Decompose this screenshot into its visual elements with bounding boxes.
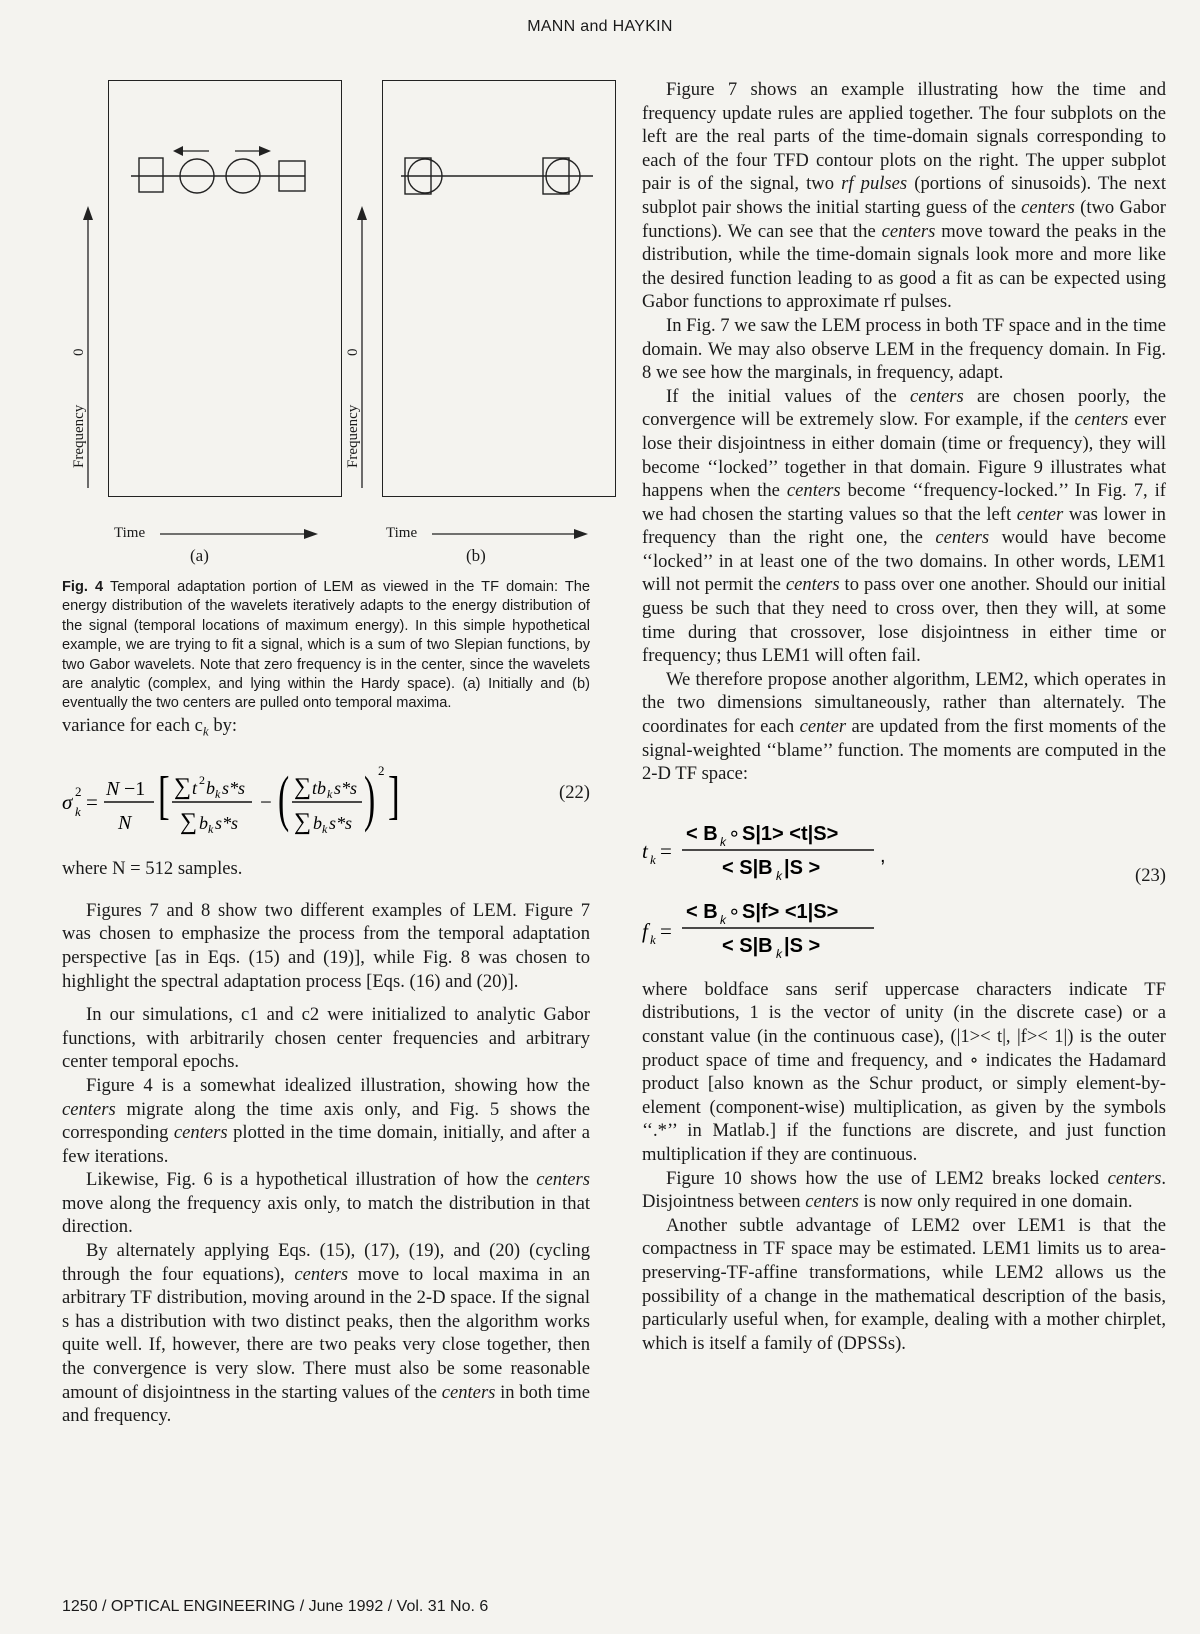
svg-text:,: ,	[880, 844, 886, 867]
figure-4b-label: (b)	[466, 546, 486, 565]
equation-22-formula	[62, 751, 502, 847]
text-span: become ‘‘frequency-locked.’’ In Fig. 7, if we had chosen the starting values so that the left	[642, 480, 1166, 525]
svg-text:b: b	[313, 813, 322, 834]
svg-text:N: N	[106, 778, 120, 801]
svg-text:|S >: |S >	[784, 856, 821, 879]
svg-text:k: k	[322, 822, 328, 837]
text-italic: center	[799, 716, 847, 738]
figure-4-caption-label: Fig. 4	[62, 579, 104, 595]
svg-text:s: s	[329, 813, 337, 834]
text-italic: centers	[173, 1122, 228, 1144]
text-italic: centers	[910, 385, 964, 407]
signal-slepian-left-shape	[139, 158, 163, 192]
svg-text:t: t	[192, 778, 198, 799]
svg-text:s: s	[334, 778, 342, 799]
svg-text:*: *	[223, 813, 232, 834]
svg-text:σ: σ	[62, 790, 73, 815]
svg-text:|S >: |S >	[784, 934, 821, 957]
svg-text:∘: ∘	[728, 822, 741, 845]
figure-4-caption	[62, 578, 590, 714]
text-span: Figure 4 is a somewhat idealized illustration, showing how the	[86, 1074, 590, 1096]
figure-4b-y-zero: 0	[345, 348, 361, 356]
text-span: move along the frequency axis only, to match the distribution in that direction.	[62, 1192, 590, 1238]
figure-4b-panel	[382, 80, 616, 497]
text-span: to pass over one another. Should our initial guess be such that they need to cross over, then they will, at some time during that crossover, lose disjointness in either time or frequency; thus LEM1 will often fail.	[642, 574, 1167, 667]
paragraph-figure-7	[642, 78, 1166, 314]
text-italic: centers	[1074, 409, 1129, 431]
running-head: MANN and HAYKIN	[527, 18, 673, 35]
svg-text:=: =	[660, 838, 672, 863]
svg-text:): )	[364, 763, 376, 833]
svg-text:∑: ∑	[294, 774, 312, 801]
text-span: are updated from the first moments of the signal-weighted ‘‘blame’’ function. The moments are computed in the 2-D TF space:	[642, 716, 1166, 785]
paragraph-alternating	[62, 1239, 590, 1428]
text-italic: centers	[805, 1191, 859, 1213]
text-span: move to local maxima in an arbitrary TF distribution, moving around in the 2-D space. If the signal s has a distribution with two distinct peaks, then the algorithm works quite well. If, however, there are two peaks very close together, then the convergence is very slow. There must also be some reasonable amount of disjointness in the starting values of the	[62, 1263, 590, 1403]
svg-text:< B: < B	[686, 900, 718, 923]
svg-text:k: k	[327, 787, 333, 802]
equation-23-number: (23)	[1135, 864, 1166, 886]
text-span: is now only required in one domain.	[858, 1191, 1133, 1213]
text-italic: centers	[441, 1381, 496, 1403]
equation-23-formula	[642, 800, 1112, 968]
svg-text:t: t	[642, 838, 648, 863]
svg-text:∑: ∑	[174, 774, 192, 801]
svg-text:=: =	[86, 790, 98, 815]
svg-text:s: s	[238, 778, 246, 799]
svg-text:S|1> <t|S>: S|1> <t|S>	[742, 822, 839, 845]
text-italic: centers	[62, 1098, 116, 1120]
figure-4a-drawing	[109, 81, 341, 496]
figure-4b-x-axis-arrow	[428, 524, 598, 544]
svg-text:b: b	[199, 813, 208, 834]
text-span: Figure 10 shows how the use of LEM2 breaks locked	[666, 1167, 1108, 1189]
svg-text:=: =	[660, 918, 672, 943]
paragraph-figure-4	[62, 1074, 590, 1168]
svg-text:k: k	[215, 787, 221, 802]
svg-text:k: k	[650, 851, 656, 867]
text-span: would have become ‘‘locked’’ in at least one of the two domains. In other words, LEM1 will not permit the	[642, 527, 1166, 596]
text-span: Figure 7 shows an example illustrating how the time and frequency update rules are applied together. The four subplots on the left are the real parts of the time-domain signals corresponding to each of the four TFD contour plots on the right. The upper subplot pair is of the signal, two	[642, 79, 1166, 195]
equation-23	[642, 800, 1166, 968]
svg-text:f: f	[642, 918, 648, 943]
where-n-text: where N = 512 samples.	[62, 858, 243, 880]
figure-4a-y-label: Frequency	[71, 404, 87, 468]
text-italic: centers	[935, 527, 990, 549]
text-italic: centers	[1021, 196, 1075, 218]
svg-text:< B: < B	[686, 822, 718, 845]
text-italic: center	[1016, 503, 1064, 525]
svg-text:*: *	[230, 778, 239, 799]
svg-text:*: *	[342, 778, 351, 799]
text-span: in both time and frequency.	[62, 1381, 590, 1427]
svg-text:k: k	[650, 931, 656, 947]
svg-text:*: *	[337, 813, 346, 834]
paragraph-locked	[642, 385, 1166, 668]
right-column	[642, 78, 1166, 1355]
text-span: ever lose their disjointness in either domain (time or frequency), they will become ‘‘locked’’ together in that domain. Figure 9 illustrates what happens when the	[642, 409, 1166, 502]
page-footer: 1250 / OPTICAL ENGINEERING / June 1992 / Vol. 31 No. 6	[62, 1598, 489, 1615]
svg-text:−1: −1	[124, 778, 146, 801]
text-italic: rf pulses	[841, 173, 908, 195]
figure-4a-y-zero: 0	[71, 348, 87, 356]
svg-text:S|f> <1|S>: S|f> <1|S>	[742, 900, 839, 923]
variance-intro-sub: k	[202, 723, 209, 739]
svg-text:−: −	[260, 790, 272, 815]
svg-text:∑: ∑	[180, 809, 198, 836]
figure-4a-x-label: Time	[114, 525, 146, 541]
figure-4b-y-label: Frequency	[345, 404, 361, 468]
svg-text:s: s	[222, 778, 230, 799]
text-italic: centers	[881, 220, 936, 242]
text-span: (portions of sinusoids). The next subplot pair shows the initial starting guess of the	[642, 173, 1166, 218]
figure-4b-drawing	[383, 81, 615, 496]
variance-intro-text: variance for each c	[62, 714, 203, 736]
svg-text:[: [	[158, 766, 170, 825]
figure-4b-x-label: Time	[386, 525, 418, 541]
paragraph-lem2-advantage: Another subtle advantage of LEM2 over LEM1 is that the compactness in TF space may be estimated. LEM1 limits us to area-preserving-TF-affine transformations, while LEM2 allows us the possibility of a change in the mathematical description of the basis, particularly useful when, for example, dealing with a mother chirplet, which is itself a family of (DPSSs).	[642, 1214, 1166, 1354]
equation-22-number: (22)	[559, 782, 590, 804]
text-italic: centers	[785, 574, 840, 596]
figure-4a-panel	[108, 80, 342, 497]
paragraph-figures-7-8: Figures 7 and 8 show two different examples of LEM. Figure 7 was chosen to emphasize the process from the temporal adaptation perspective [as in Eqs. (15) and (19)], while Fig. 8 was chosen to highlight the spectral adaptation process [Eqs. (16) and (20)].	[62, 899, 590, 992]
svg-text:s: s	[345, 813, 353, 834]
svg-text:∘: ∘	[728, 900, 741, 923]
svg-text:∑: ∑	[294, 809, 312, 836]
paragraph-notation: where boldface sans serif uppercase characters indicate TF distributions, 1 is the vector of unity (in the discrete case) or a constant value (in the continuous case), (|1>< t|, |f>< 1|) is the outer product space of time and frequency, and ∘ indicates the Hadamard product [also known as the Schur product, or simply element-by-element (component-wise) multiplication, as given by the symbols ‘‘.*’’ in Matlab.] if the functions are discrete, and just function multiplication if they are continuous.	[642, 978, 1166, 1165]
svg-text:2: 2	[75, 784, 82, 800]
text-span: If the initial values of the	[666, 385, 911, 407]
text-span: move toward the peaks in the distribution, while the time-domain signals look more and more like the desired function leading to as good a fit as can be expected using Gabor functions to approximate rf pulses.	[642, 220, 1166, 313]
paragraph-figure-6	[62, 1168, 590, 1239]
svg-text:k: k	[720, 834, 726, 849]
svg-text:N: N	[118, 812, 132, 835]
svg-text:2: 2	[378, 763, 385, 779]
svg-text:(: (	[278, 763, 290, 833]
svg-text:k: k	[776, 946, 782, 961]
text-span: (two Gabor functions). We can see that the	[642, 196, 1166, 242]
svg-text:b: b	[206, 778, 215, 799]
paragraph-lem-frequency: In Fig. 7 we saw the LEM process in both TF space and in the time domain. We may also observe LEM in the frequency domain. In Fig. 8 we see how the marginals, in frequency, adapt.	[642, 314, 1166, 384]
svg-text:k: k	[75, 804, 81, 820]
variance-intro	[62, 714, 590, 743]
svg-text:k: k	[776, 868, 782, 883]
text-span: was lower in frequency than the right one, the	[642, 503, 1166, 549]
paragraph-figure-10	[642, 1167, 1166, 1214]
text-italic: centers	[536, 1169, 590, 1191]
svg-text:k: k	[720, 912, 726, 927]
text-span: are chosen poorly, the convergence will be extremely slow. For example, if the	[642, 385, 1166, 431]
figure-4a-x-axis-arrow	[156, 524, 326, 544]
text-span: By alternately applying Eqs. (15), (17), (19), and (20) (cycling through the four equations),	[62, 1240, 590, 1285]
figure-4	[62, 78, 590, 578]
svg-text:s: s	[350, 778, 358, 799]
svg-text:tb: tb	[312, 778, 327, 799]
paragraph-lem2	[642, 668, 1166, 786]
text-span: We therefore propose another algorithm, LEM2, which operates in the two dimensions simultaneously, rather than alternately. The coordinates for each	[642, 668, 1166, 738]
paragraph-simulations: In our simulations, c1 and c2 were initialized to analytic Gabor functions, with arbitrarily chosen center frequencies and arbitrary center temporal epochs.	[62, 1004, 590, 1073]
svg-text:]: ]	[388, 766, 400, 825]
figure-4-caption-text: Temporal adaptation portion of LEM as viewed in the TF domain: The energy distribution of the wavelets iteratively adapts to the energy distribution of the signal (temporal locations of maximum energy). In this simple hypothetical example, we are trying to fit a signal, which is a sum of two Slepian functions, by two Gabor wavelets. Note that zero frequency is in the center, since the wavelets are analytic (complex, and lying within the Hardy space). (a) Initially and (b) eventually the two centers are pulled onto temporal maxima.	[62, 579, 590, 712]
text-span: plotted in the time domain, initially, and after a few iterations.	[62, 1122, 590, 1167]
text-span: migrate along the time axis only, and Fig. 5 shows the corresponding	[62, 1098, 590, 1144]
svg-text:2: 2	[199, 773, 205, 788]
svg-text:< S|B: < S|B	[722, 856, 773, 879]
text-span: . Disjointness between	[642, 1167, 1166, 1213]
figure-4a-label: (a)	[190, 546, 209, 565]
svg-text:< S|B: < S|B	[722, 934, 773, 957]
svg-text:s: s	[215, 813, 223, 834]
left-column	[62, 78, 590, 1428]
equation-22	[62, 751, 590, 847]
text-span: Likewise, Fig. 6 is a hypothetical illustration of how the	[86, 1169, 537, 1191]
variance-intro-tail: by:	[208, 714, 238, 736]
svg-text:s: s	[231, 813, 239, 834]
svg-text:k: k	[208, 822, 214, 837]
text-italic: centers	[786, 480, 841, 502]
text-italic: centers	[294, 1263, 349, 1285]
text-italic: centers	[1107, 1167, 1162, 1189]
